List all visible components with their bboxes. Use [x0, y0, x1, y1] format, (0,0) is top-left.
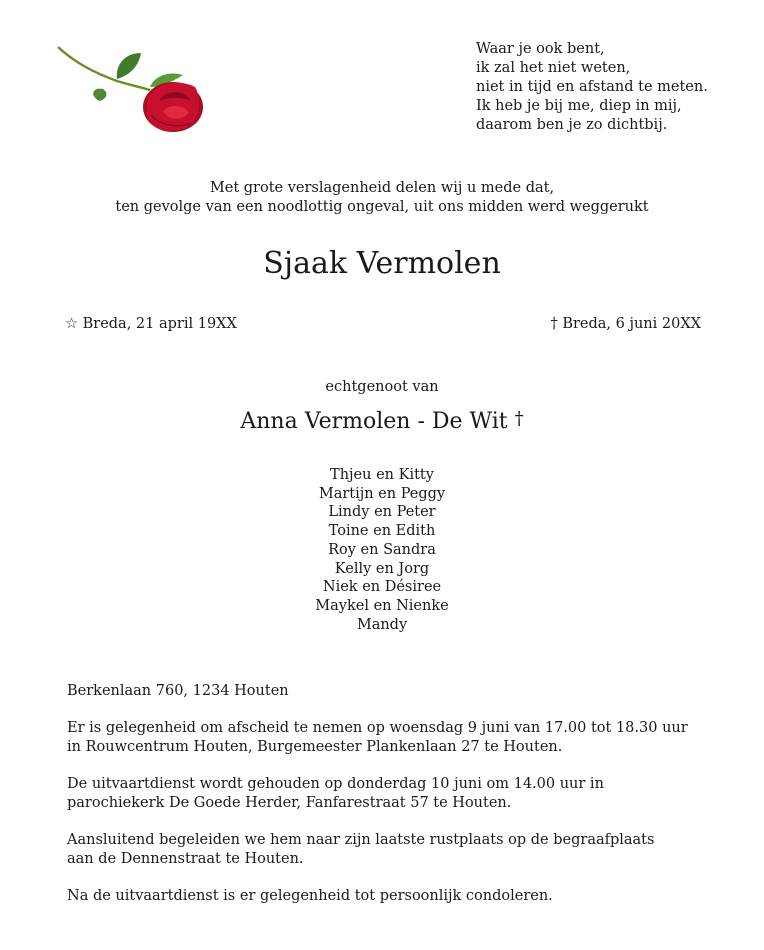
list-item: Maykel en Nienke [315, 597, 449, 614]
poem-line: Ik heb je bij me, diep in mij, [476, 98, 682, 114]
list-item: Martijn en Peggy [318, 485, 446, 502]
spouse [0, 404, 764, 437]
info-line: De uitvaartdienst wordt gehouden op donderdag 10 juni om 14.00 uur in [67, 776, 604, 792]
poem-line: daarom ben je zo dichtbij. [476, 117, 668, 133]
birth-info [65, 316, 237, 332]
deceased-name: Sjaak Vermolen [263, 246, 501, 281]
star-icon: ☆ [65, 316, 78, 332]
death-info [550, 316, 701, 332]
cross-icon: † [550, 316, 558, 332]
list-item: Roy en Sandra [328, 541, 436, 558]
info-line: Aansluitend begeleiden we hem naar zijn laatste rustplaats op de begraafplaats [67, 832, 655, 848]
address [67, 682, 737, 701]
info-line: Na de uitvaartdienst is er gelegenheid tot persoonlijk condoleren. [67, 888, 553, 904]
poem-line: niet in tijd en afstand te meten. [476, 79, 708, 95]
burial-info [67, 831, 737, 869]
poem-line: ik zal het niet weten, [476, 60, 631, 76]
poem-line: Waar je ook bent, [476, 41, 605, 57]
funeral-info [67, 682, 737, 924]
list-item: Niek en Désiree [322, 579, 442, 596]
list-item: Toine en Edith [328, 523, 436, 540]
children-list [0, 466, 764, 634]
cross-icon: † [514, 408, 524, 429]
list-item: Thjeu en Kitty [330, 467, 434, 483]
list-item: Lindy en Peter [328, 504, 436, 521]
condolence-info [67, 887, 737, 906]
info-line: aan de Dennenstraat te Houten. [67, 851, 304, 867]
list-item: Mandy [356, 616, 408, 633]
intro-line: Met grote verslagenheid delen wij u mede dat, [209, 180, 555, 196]
death-place-date: Breda, 6 juni 20XX [562, 316, 701, 332]
intro-line: ten gevolge van een noodlottig ongeval, uit ons midden werd weggerukt [115, 199, 649, 215]
rose-icon [55, 45, 205, 140]
spouse-label: echtgenoot van [325, 379, 439, 395]
spouse-name: Anna Vermolen - De Wit [240, 409, 508, 434]
announcement-intro [0, 179, 764, 217]
info-line: parochiekerk De Goede Herder, Fanfarestraat 57 te Houten. [67, 795, 512, 811]
info-line: Er is gelegenheid om afscheid te nemen op woensdag 9 juni van 17.00 tot 18.30 uur [67, 720, 688, 736]
service-info [67, 775, 737, 813]
poem [476, 40, 708, 135]
info-line: in Rouwcentrum Houten, Burgemeester Plankenlaan 27 te Houten. [67, 739, 563, 755]
birth-place-date: Breda, 21 april 19XX [82, 316, 237, 332]
list-item: Kelly en Jorg [334, 560, 430, 577]
address-line: Berkenlaan 760, 1234 Houten [67, 683, 289, 699]
farewell-info [67, 719, 737, 757]
